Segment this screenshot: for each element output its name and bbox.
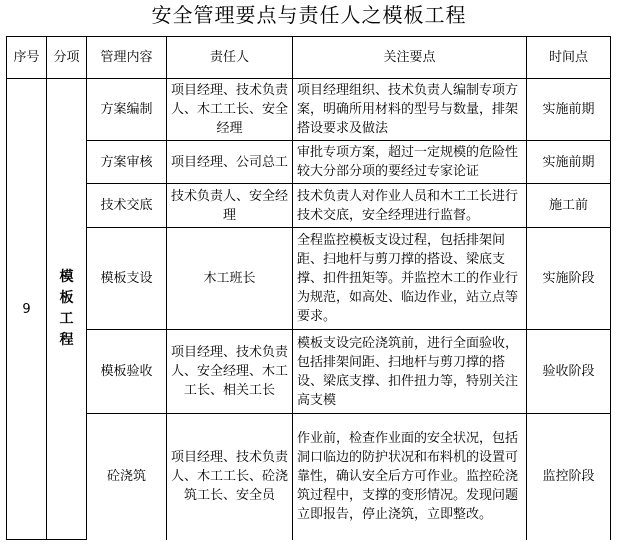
responsible-cell: 技术负责人、安全经理 <box>167 184 293 228</box>
table-row <box>7 141 611 184</box>
focus-cell: 全程监控模板支设过程，包括排架间距、扫地杆与剪刀撑的搭设、梁底支撑、扣件扭矩等。并监控木工的作业行为规范，如高处、临边作业，站立点等要求。 <box>293 228 527 330</box>
time-cell: 验收阶段 <box>527 330 611 414</box>
time-cell: 实施阶段 <box>527 228 611 330</box>
table-row <box>7 228 611 330</box>
responsible-cell: 项目经理、技术负责人、木工工长、安全经理 <box>167 79 293 141</box>
table-row <box>7 79 611 141</box>
table-row <box>7 184 611 228</box>
responsible-cell: 项目经理、公司总工 <box>167 141 293 184</box>
focus-cell: 技术负责人对作业人员和木工工长进行技术交底，安全经理进行监督。 <box>293 184 527 228</box>
focus-cell: 模板支设完砼浇筑前，进行全面验收，包括排架间距、扫地杆与剪刀撑的搭设、梁底支撑、扣件扭力等，特别关注高支模 <box>293 330 527 414</box>
table-row <box>7 414 611 540</box>
responsibility-table <box>6 36 611 540</box>
responsible-cell: 项目经理、技术负责人、安全经理、木工工长、相关工长 <box>167 330 293 414</box>
table-row <box>7 330 611 414</box>
time-cell: 监控阶段 <box>527 414 611 540</box>
time-cell: 实施前期 <box>527 141 611 184</box>
time-cell: 实施前期 <box>527 79 611 141</box>
header-focus: 关注要点 <box>293 37 527 79</box>
content-cell: 模板验收 <box>87 330 167 414</box>
header-seq: 序号 <box>7 37 47 79</box>
header-responsible: 责任人 <box>167 37 293 79</box>
time-cell: 施工前 <box>527 184 611 228</box>
page-title: 安全管理要点与责任人之模板工程 <box>151 3 467 27</box>
header-category: 分项 <box>47 37 87 79</box>
focus-cell: 审批专项方案，超过一定规模的危险性较大分部分项的要经过专家论证 <box>293 141 527 184</box>
focus-cell: 项目经理组织、技术负责人编制专项方案，明确所用材料的型号与数量，排架搭设要求及做法 <box>293 79 527 141</box>
header-row <box>7 37 611 79</box>
header-content: 管理内容 <box>87 37 167 79</box>
category-cell: 模板工程 <box>47 79 87 540</box>
content-cell: 方案审核 <box>87 141 167 184</box>
responsible-cell: 项目经理、技术负责人、木工工长、砼浇筑工长、安全员 <box>167 414 293 540</box>
content-cell: 模板支设 <box>87 228 167 330</box>
responsible-cell: 木工班长 <box>167 228 293 330</box>
content-cell: 砼浇筑 <box>87 414 167 540</box>
focus-cell: 作业前，检查作业面的安全状况，包括洞口临边的防护状况和布料机的设置可靠性，确认安全后方可作业。监控砼浇筑过程中，支撑的变形情况。发现问题立即报告，停止浇筑，立即整改。 <box>293 414 527 540</box>
content-cell: 方案编制 <box>87 79 167 141</box>
header-time: 时间点 <box>527 37 611 79</box>
seq-cell: 9 <box>7 79 47 540</box>
content-cell: 技术交底 <box>87 184 167 228</box>
